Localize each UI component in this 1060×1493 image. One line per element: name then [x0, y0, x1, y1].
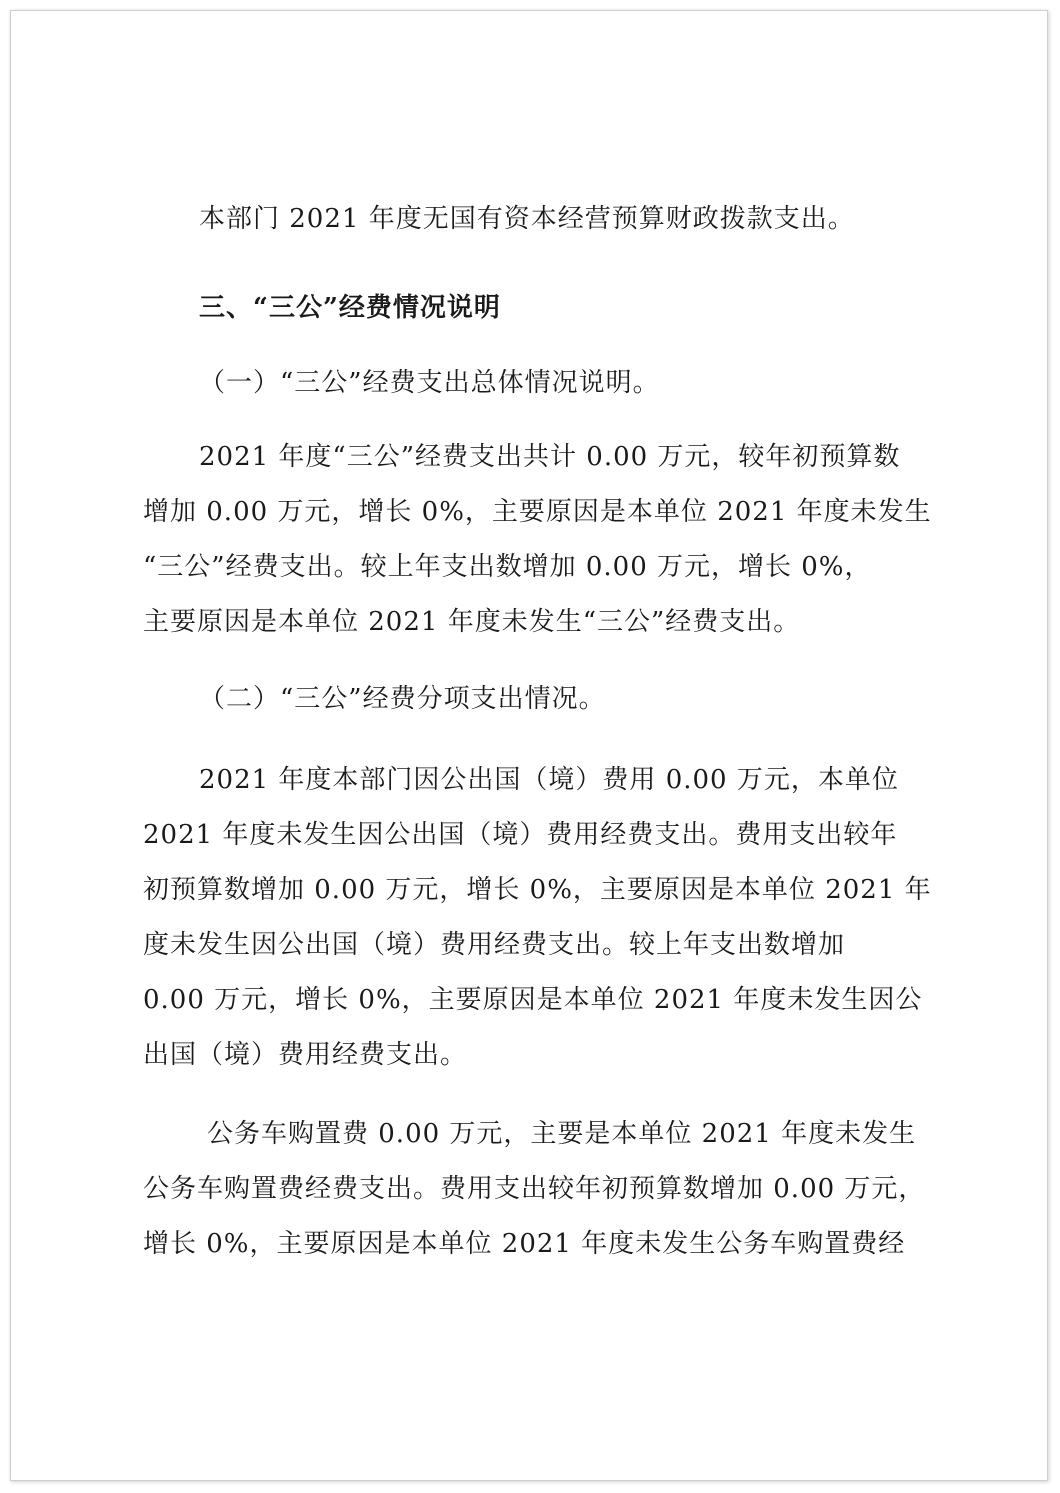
paragraph-overall-line-3: “三公”经费支出。较上年支出数增加 0.00 万元，增长 0%， [143, 552, 872, 582]
paragraph-overall-line-4: 主要原因是本单位 2021 年度未发生“三公”经费支出。 [143, 607, 801, 637]
section-heading-three-public: 三、“三公”经费情况说明 [199, 293, 501, 323]
paragraph-overall-line-1: 2021 年度“三公”经费支出共计 0.00 万元，较年初预算数 [199, 442, 901, 472]
paragraph-abroad-line-6: 出国（境）费用经费支出。 [143, 1040, 468, 1070]
paragraph-abroad-line-2: 2021 年度未发生因公出国（境）费用经费支出。费用支出较年 [143, 820, 898, 850]
paragraph-vehicle-line-1: 公务车购置费 0.00 万元，主要是本单位 2021 年度未发生 [207, 1119, 917, 1149]
paragraph-abroad-line-5: 0.00 万元，增长 0%，主要原因是本单位 2021 年度未发生因公 [143, 985, 923, 1015]
subheading-itemized: （二）“三公”经费分项支出情况。 [199, 684, 606, 714]
subheading-overall: （一）“三公”经费支出总体情况说明。 [199, 368, 660, 398]
paragraph-vehicle-line-2: 公务车购置费经费支出。费用支出较年初预算数增加 0.00 万元， [143, 1174, 926, 1204]
paragraph-abroad-line-1: 2021 年度本部门因公出国（境）费用 0.00 万元，本单位 [199, 765, 899, 795]
paragraph-vehicle-line-3: 增长 0%，主要原因是本单位 2021 年度未发生公务车购置费经 [143, 1229, 906, 1259]
paragraph-abroad-line-4: 度未发生因公出国（境）费用经费支出。较上年支出数增加 [143, 930, 846, 960]
paragraph-overall-line-2: 增加 0.00 万元，增长 0%，主要原因是本单位 2021 年度未发生 [143, 497, 932, 527]
document-page [10, 10, 1048, 1481]
paragraph-capital-budget: 本部门 2021 年度无国有资本经营预算财政拨款支出。 [199, 204, 855, 234]
paragraph-abroad-line-3: 初预算数增加 0.00 万元，增长 0%，主要原因是本单位 2021 年 [143, 875, 932, 905]
